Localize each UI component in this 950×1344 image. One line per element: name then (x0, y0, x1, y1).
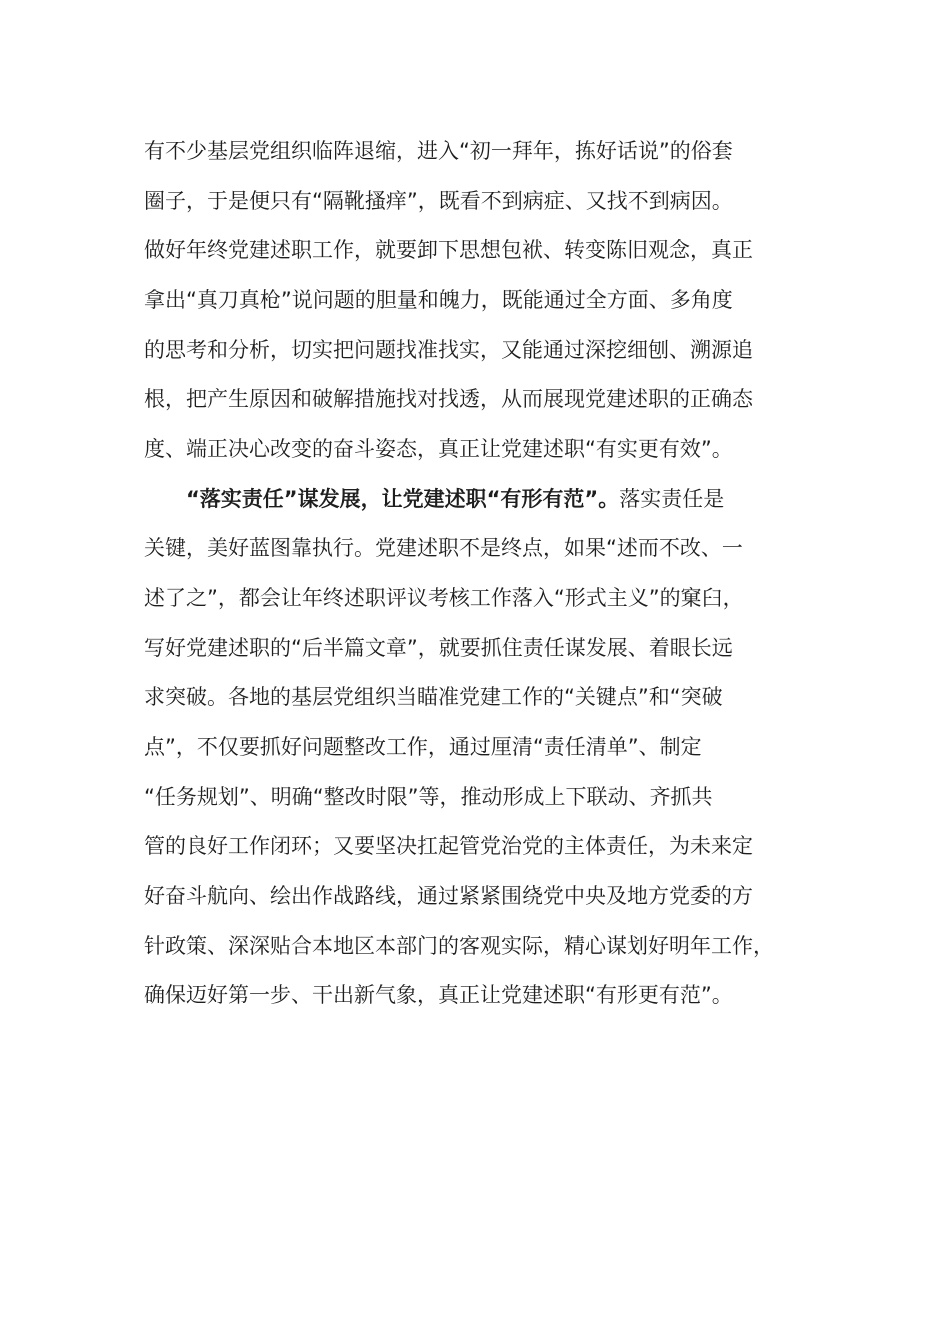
paragraph-line: 圈子，于是便只有“隔靴搔痒”，既看不到病症、又找不到病因。 (144, 189, 733, 213)
paragraph-line: 拿出“真刀真枪”说问题的胆量和魄力，既能通过全方面、多角度 (144, 288, 733, 312)
paragraph-line: 根，把产生原因和破解措施找对找透，从而展现党建述职的正确态 (144, 387, 753, 411)
paragraph-line: 的思考和分析，切实把问题找准找实，又能通过深挖细刨、溯源追 (144, 338, 753, 362)
paragraph-line: 述了之”，都会让年终述职评议考核工作落入“形式主义”的窠臼， (144, 586, 744, 610)
paragraph-line: 管的良好工作闭环；又要坚决扛起管党治党的主体责任，为未来定 (144, 834, 753, 858)
paragraph-line: 写好党建述职的“后半篇文章”，就要抓住责任谋发展、着眼长远 (144, 636, 733, 660)
paragraph-line: 关键，美好蓝图靠执行。党建述职不是终点，如果“述而不改、一 (144, 536, 743, 560)
paragraph-line: 求突破。各地的基层党组织当瞄准党建工作的“关键点”和“突破 (144, 685, 723, 709)
paragraph-line: 做好年终党建述职工作，就要卸下思想包袱、转变陈旧观念，真正 (144, 238, 753, 262)
paragraph-line: 好奋斗航向、绘出作战路线，通过紧紧围绕党中央及地方党委的方 (144, 884, 753, 908)
paragraph-first-line (186, 484, 724, 514)
paragraph-line: “任务规划”、明确“整改时限”等，推动形成上下联动、齐抓共 (144, 785, 713, 809)
paragraph-line: 针政策、深深贴合本地区本部门的客观实际，精心谋划好明年工作， (144, 934, 774, 958)
paragraph-line: 度、端正决心改变的奋斗姿态，真正让党建述职“有实更有效”。 (144, 437, 733, 461)
paragraph-line: 确保迈好第一步、干出新气象，真正让党建述职“有形更有范”。 (144, 983, 733, 1007)
paragraph-line: 点”，不仅要抓好问题整改工作，通过厘清“责任清单”、制定 (144, 735, 702, 759)
paragraph-line: 有不少基层党组织临阵退缩，进入“初一拜年，拣好话说”的俗套 (144, 139, 733, 163)
paragraph-lead: 落实责任是 (619, 487, 725, 511)
paragraph-heading: “落实责任”谋发展，让党建述职“有形有范”。 (186, 487, 620, 511)
